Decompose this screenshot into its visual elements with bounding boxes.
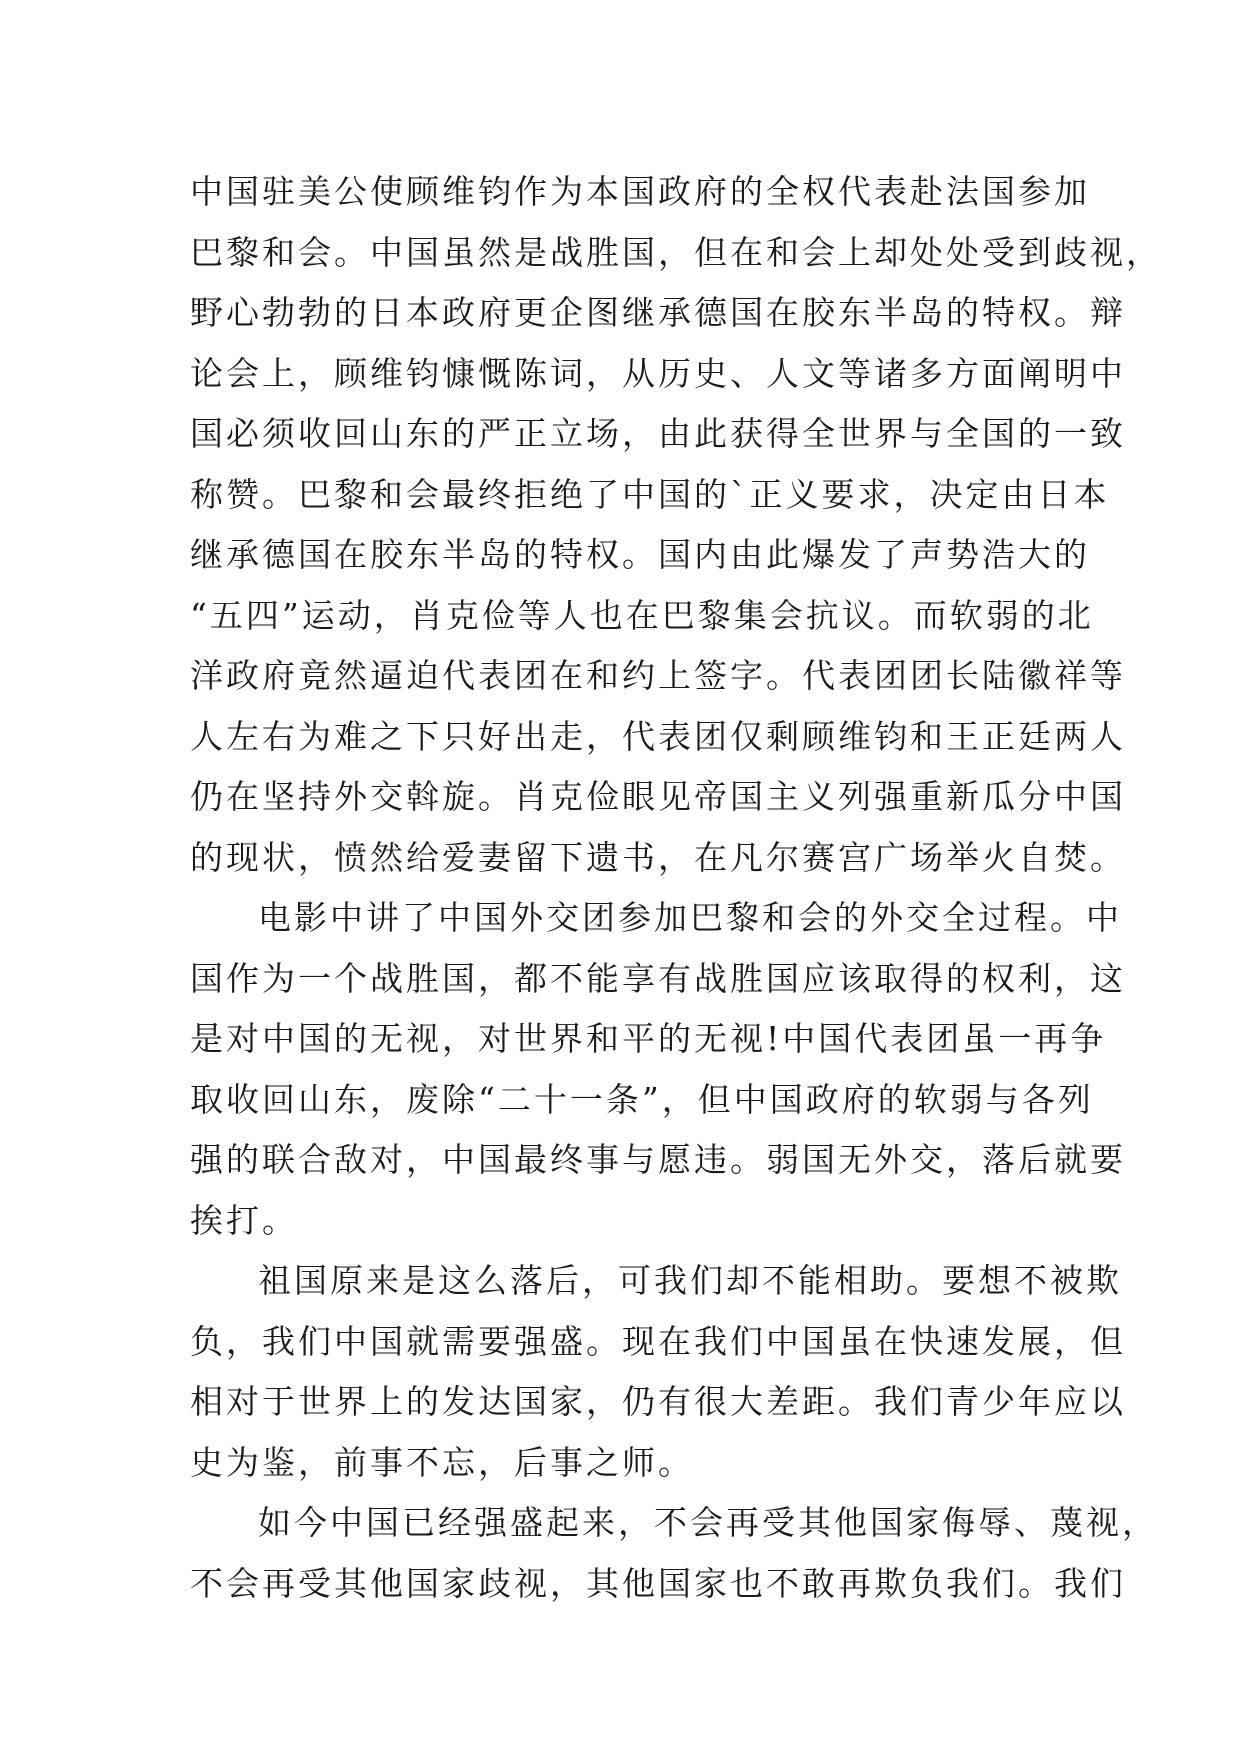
text-line: 祖国原来是这么落后，可我们却不能相助。要想不被欺 (258, 1261, 1122, 1300)
paragraph-2 (190, 888, 1126, 1251)
text-line: 巴黎和会。中国虽然是战胜国，但在和会上却处处受到歧视， (190, 232, 1162, 272)
text-line: 洋政府竟然逼迫代表团在和约上签字。代表团团长陆徽祥等 (190, 656, 1126, 695)
text-line: 史为鉴，前事不忘，后事之师。 (190, 1442, 694, 1482)
text-line: 取收回山东，废除“二十一条”，但中国政府的软弱与各列 (190, 1079, 1094, 1119)
text-line: 继承德国在胶东半岛的特权。国内由此爆发了声势浩大的 (190, 535, 1090, 574)
text-line: 相对于世界上的发达国家，仍有很大差距。我们青少年应以 (190, 1382, 1126, 1421)
text-line: 强的联合敌对，中国最终事与愿违。弱国无外交，落后就要 (190, 1140, 1126, 1179)
text-line: 不会再受其他国家歧视，其他国家也不敢再欺负我们。我们 (190, 1563, 1126, 1603)
text-line: 是对中国的无视，对世界和平的无视!中国代表团虽一再争 (190, 1019, 1107, 1058)
text-line: 电影中讲了中国外交团参加巴黎和会的外交全过程。中 (258, 898, 1122, 937)
text-line: 野心勃勃的日本政府更企图继承德国在胶东半岛的特权。辩 (190, 293, 1126, 332)
text-line: 人左右为难之下只好出走，代表团仅剩顾维钧和王正廷两人 (190, 716, 1126, 756)
body-text (190, 162, 1162, 1614)
text-line: 称赞。巴黎和会最终拒绝了中国的`正义要求，决定由日本 (190, 474, 1110, 514)
text-line: 论会上，顾维钧慷慨陈词，从历史、人文等诸多方面阐明中 (190, 353, 1126, 393)
text-line: 挨打。 (190, 1200, 298, 1240)
text-line: 如今中国已经强盛起来，不会再受其他国家侮辱、蔑视， (258, 1503, 1158, 1542)
text-line: 国必须收回山东的严正立场，由此获得全世界与全国的一致 (190, 414, 1126, 453)
text-line: “五四”运动，肖克俭等人也在巴黎集会抗议。而软弱的北 (190, 595, 1094, 635)
text-line: 仍在坚持外交斡旋。肖克俭眼见帝国主义列强重新瓜分中国 (190, 777, 1126, 816)
paragraph-1 (190, 162, 1162, 888)
paragraph-4 (190, 1493, 1158, 1614)
text-line: 国作为一个战胜国，都不能享有战胜国应该取得的权利，这 (190, 958, 1126, 998)
text-line: 中国驻美公使顾维钧作为本国政府的全权代表赴法国参加 (190, 172, 1090, 211)
text-line: 负，我们中国就需要强盛。现在我们中国虽在快速发展，但 (190, 1321, 1126, 1361)
text-line: 的现状，愤然给爱妻留下遗书，在凡尔赛宫广场举火自焚。 (190, 837, 1126, 877)
paragraph-3 (190, 1251, 1126, 1493)
